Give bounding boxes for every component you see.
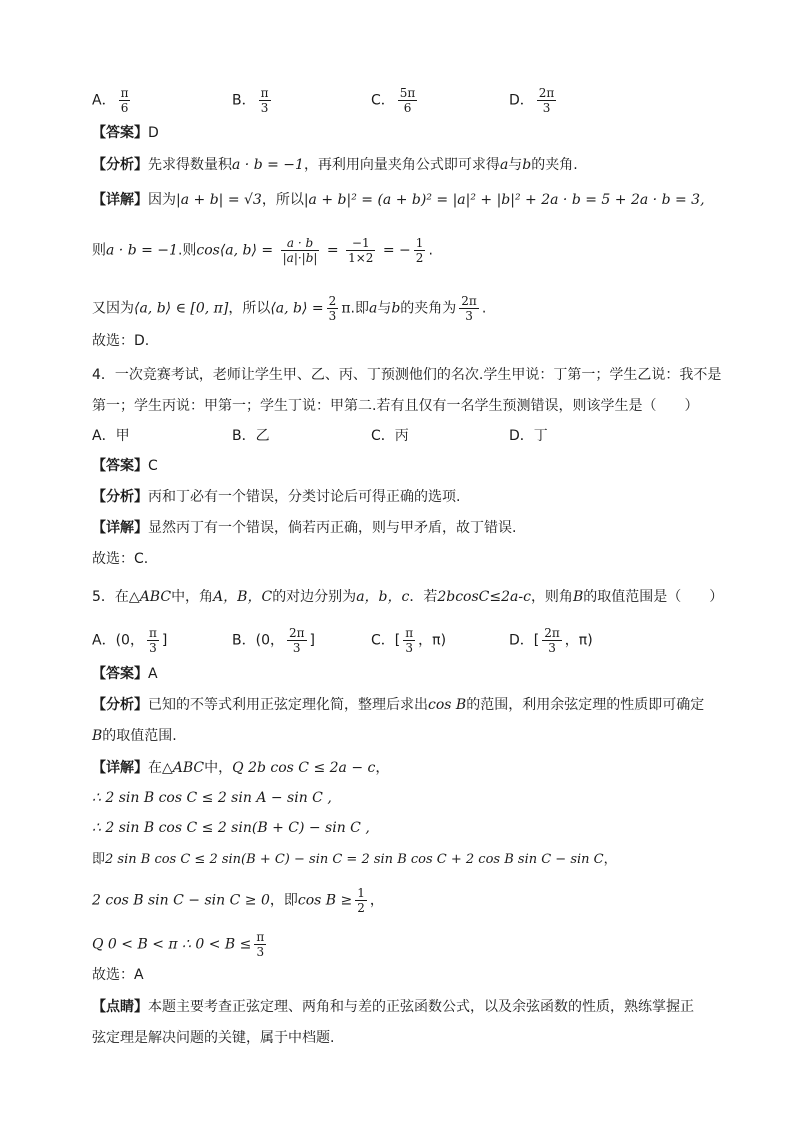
q5-comment-line-1: 【点睛】本题主要考查正弦定理、两角和与差的正弦函数公式，以及余弦函数的性质，熟练掌握正 — [92, 999, 694, 1015]
q3-option-b: B． $\frac{\pi}{3}$ — [232, 86, 269, 115]
q4-option-b: B．乙 — [232, 428, 270, 444]
q5-detail-line-6: Q 0 < B < π ∴ 0 < B ≤ $\frac{\pi}{3}$ — [92, 930, 265, 959]
q4-stem-line-1: 4．一次竞赛考试，老师让学生甲、乙、丙、丁预测他们的名次.学生甲说：丁第一；学生乙说：我不是 — [92, 367, 722, 383]
q5-analysis-line-2: B的取值范围. — [92, 728, 177, 744]
q5-answer: 【答案】A — [92, 666, 158, 682]
q5-detail-line-1: 【详解】在△ABC中，Q 2b cos C ≤ 2a − c， — [92, 760, 390, 776]
q5-detail-line-5: 2 cos B sin C − sin C ≥ 0，即cos B ≥ $\frac{1}{2}$ ， — [92, 886, 384, 915]
q5-choose: 故选：A — [92, 967, 144, 983]
q3-detail-line-2: 则a · b = −1.则cos⟨a, b⟩ = $\frac{a \cdot b}{|a|\cdot|b|}$ = $\frac{-1}{1\times 2}$ = − $\frac{1}{2}$ . — [92, 236, 433, 265]
q4-detail: 【详解】显然丙丁有一个错误，倘若丙正确，则与甲矛盾，故丁错误. — [92, 520, 517, 536]
q3-answer: 【答案】D — [92, 125, 159, 141]
q4-stem-line-2: 第一；学生丙说：甲第一；学生丁说：甲第二.若有且仅有一名学生预测错误，则该学生是（ ） — [92, 398, 699, 414]
q5-analysis-line-1: 【分析】已知的不等式利用正弦定理化简，整理后求出cos B的范围，利用余弦定理的性质即可确定 — [92, 697, 705, 713]
q3-detail-line-1: 【详解】因为|a + b| = √3，所以|a + b|² = (a + b)² = |a|² + |b|² + 2a · b = 5 + 2a · b = 3, — [92, 192, 705, 208]
q5-option-a: A．(0， $\frac{\pi}{3}$ ] — [92, 626, 168, 655]
q3-choose: 故选：D. — [92, 333, 150, 349]
q4-answer: 【答案】C — [92, 458, 158, 474]
q3-option-a: A． $\frac{\pi}{6}$ — [92, 86, 129, 115]
q3-detail-line-3: 又因为⟨a, b⟩ ∈ [0, π]，所以⟨a, b⟩ = $\frac{2}{3}$ π.即a与b的夹角为 $\frac{2\pi}{3}$ . — [92, 294, 487, 323]
q5-option-c: C．[ $\frac{\pi}{3}$ ，π) — [371, 626, 447, 655]
q5-comment-line-2: 弦定理是解决问题的关键，属于中档题. — [92, 1030, 335, 1046]
q5-detail-line-2: ∴ 2 sin B cos C ≤ 2 sin A − sin C , — [92, 790, 332, 806]
q5-option-d: D．[ $\frac{2\pi}{3}$ ，π) — [509, 626, 593, 655]
q5-detail-line-3: ∴ 2 sin B cos C ≤ 2 sin(B + C) − sin C , — [92, 820, 370, 836]
q5-option-b: B．(0， $\frac{2\pi}{3}$ ] — [232, 626, 315, 655]
q3-option-d: D． $\frac{2\pi}{3}$ — [509, 86, 555, 115]
q3-option-c: C． $\frac{5\pi}{6}$ — [371, 86, 416, 115]
q4-option-a: A．甲 — [92, 428, 130, 444]
q4-choose: 故选：C. — [92, 551, 149, 567]
q5-detail-line-4: 即2 sin B cos C ≤ 2 sin(B + C) − sin C = 2 sin B cos C + 2 cos B sin C − sin C， — [92, 852, 617, 867]
q4-option-d: D．丁 — [509, 428, 548, 444]
q3-analysis: 【分析】先求得数量积a · b = −1，再利用向量夹角公式即可求得a与b的夹角. — [92, 157, 578, 173]
q4-analysis: 【分析】丙和丁必有一个错误，分类讨论后可得正确的选项. — [92, 489, 461, 505]
q5-stem: 5．在△ABC中，角A，B，C的对边分别为a，b，c．若2bcosC≤2a-c，则角B的取值范围是（ ） — [92, 589, 724, 605]
q4-option-c: C．丙 — [371, 428, 409, 444]
